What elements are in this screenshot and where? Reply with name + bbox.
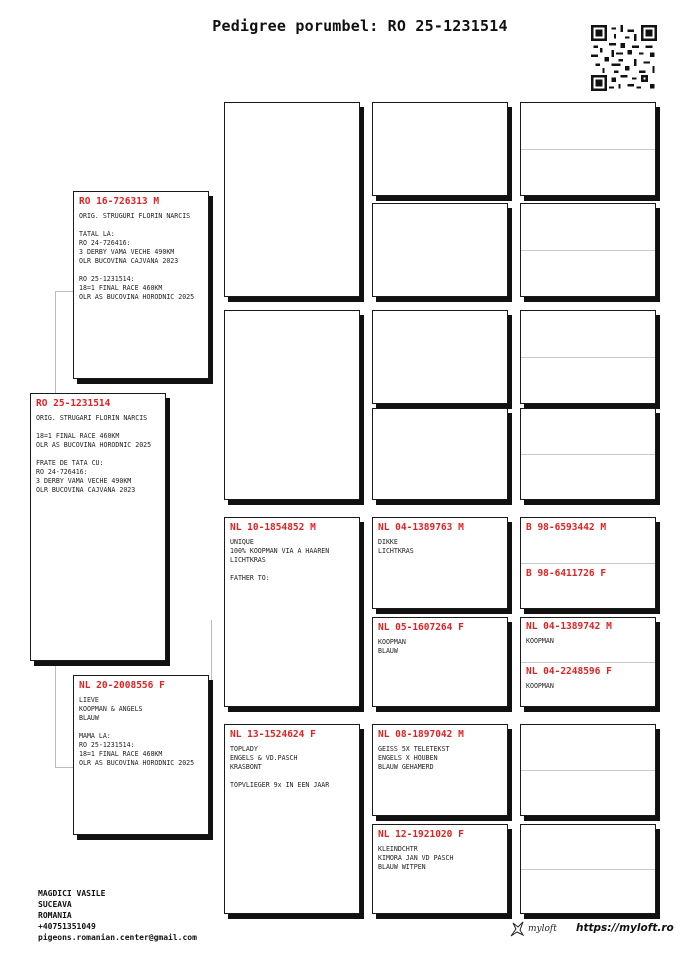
g3b-details: KOOPMAN BLAUW (378, 638, 406, 655)
g3c-ring: NL 08-1897042 M (378, 729, 464, 740)
website-link[interactable]: https://myloft.ro (576, 922, 674, 934)
sire-ring: RO 16-726313 M (79, 196, 160, 207)
g4-card-5 (372, 517, 508, 609)
dam-dam-card (224, 724, 360, 914)
g4-card-3 (372, 310, 508, 404)
g5-card-1 (520, 102, 656, 196)
g4-card-1 (372, 102, 508, 196)
dam-card (73, 675, 209, 835)
g3c-details: GEISS 5X TELETEKST ENGELS X HOUBEN BLAUW GEHAMERD (378, 745, 450, 771)
g4-card-6 (372, 617, 508, 707)
dam-ring: NL 20-2008556 F (79, 680, 165, 691)
g5-card-4 (520, 408, 656, 500)
dam-details: LIEVE KOOPMAN & ANGELS BLAUW MAMA LA: RO 25-1231514: 18=1 FINAL RACE 460KM OLR AS BUCOVINA HORODNIC 2025 (79, 696, 195, 767)
g5-card-2 (520, 203, 656, 297)
subject-card (30, 393, 166, 661)
g4d-details: KOOPMAN (526, 682, 554, 690)
g5-card-8 (520, 824, 656, 914)
g3b-ring: NL 05-1607264 F (378, 622, 464, 633)
g4-card-4 (372, 408, 508, 500)
sire-sire-card (224, 102, 360, 297)
g4-card-2 (372, 203, 508, 297)
sire-details: ORIG. STRUGURI FLORIN NARCIS TATAL LA: RO 24-726416: 3 DERBY VAMA VECHE 490KM OLR BUCOVINA CAJVANA 2023 RO 25-1231514: 18=1 FINAL RACE 460KM OLR AS BUCOVINA HORODNIC 2025 (79, 212, 195, 301)
g5-card-6 (520, 617, 656, 707)
sire-card (73, 191, 209, 379)
dam-dam-ring: NL 13-1524624 F (230, 729, 316, 740)
g5-card-3 (520, 310, 656, 404)
sire-dam-card (224, 310, 360, 500)
g4c-ring: NL 04-1389742 M (526, 621, 612, 632)
g4-card-8 (372, 824, 508, 914)
g3d-ring: NL 12-1921020 F (378, 829, 464, 840)
g3a-ring: NL 04-1389763 M (378, 522, 464, 533)
g4c-details: KOOPMAN (526, 637, 554, 645)
g4d-ring: NL 04-2248596 F (526, 666, 612, 677)
owner-contact: MAGDICI VASILE SUCEAVA ROMANIA +40751351049 pigeons.romanian.center@gmail.com (38, 889, 197, 942)
myloft-logo (509, 920, 557, 938)
qr-code-icon (591, 25, 657, 91)
dam-sire-ring: NL 10-1854852 M (230, 522, 316, 533)
logo-text: myloft (528, 924, 557, 934)
g4b-ring: B 98-6411726 F (526, 568, 607, 579)
pigeon-logo-icon (509, 920, 525, 938)
dam-dam-details: TOPLADY ENGELS & VD.PASCH KRASBONT TOPVLIEGER 9x IN EEN JAAR (230, 745, 330, 789)
dam-sire-card (224, 517, 360, 707)
g5-card-7 (520, 724, 656, 816)
subject-ring: RO 25-1231514 (36, 398, 111, 409)
page-title: Pedigree porumbel: RO 25-1231514 (212, 17, 508, 35)
dam-sire-details: UNIQUE 100% KOOPMAN VIA A HAAREN LICHTKRAS FATHER TO: (230, 538, 330, 582)
g5-card-5 (520, 517, 656, 609)
g4a-ring: B 98-6593442 M (526, 522, 607, 533)
subject-details: ORIG. STRUGARI FLORIN NARCIS 18=1 FINAL RACE 460KM OLR AS BUCOVINA HORODNIC 2025 FRATE DE TATA CU: RO 24-726416: 3 DERBY VAMA VECHE 490KM OLR BUCOVINA CAJVANA 2023 (36, 414, 152, 494)
g3d-details: KLEINDCHTR KIMORA JAN VD PASCH BLAUW WITPEN (378, 845, 454, 871)
g3a-details: DIKKE LICHTKRAS (378, 538, 414, 555)
g4-card-7 (372, 724, 508, 816)
